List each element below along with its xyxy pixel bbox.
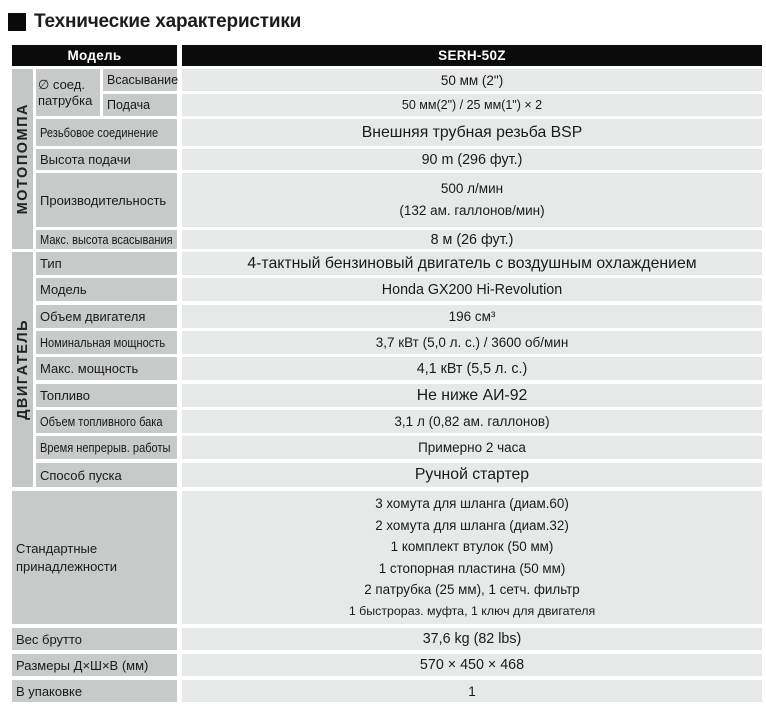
runtime-value-text: Примерно 2 часа [418,440,526,455]
gross-weight-value-text: 37,6 kg (82 lbs) [422,631,522,647]
rated-power-value-cell [182,331,762,354]
rated-power-label-cell [36,331,177,354]
port-diameter-rows [36,69,762,116]
gross-weight-row [12,628,762,650]
thread-value-cell [182,119,762,146]
displacement-value-text: 196 см³ [448,309,496,324]
displacement-value-cell [182,305,762,328]
capacity-value-line2: (132 ам. галлонов/мин) [399,203,545,218]
head-label-text: Высота подачи [40,152,131,167]
max-power-label-cell [36,357,177,380]
accessory-item: 1 комплект втулок (50 мм) [390,539,554,554]
package-qty-value-cell [182,680,762,702]
capacity-label-cell [36,173,177,227]
displacement-label-cell [36,305,177,328]
fuel-tank-value-text: 3,1 л (0,82 ам. галлонов) [394,414,550,429]
max-suction-value-text: 8 м (26 фут.) [430,231,514,248]
fuel-row [36,384,762,407]
gross-weight-label-cell [12,628,177,650]
port-subrows [103,69,762,116]
runtime-row [36,436,762,459]
fuel-label-text: Топливо [40,388,91,403]
capacity-value-cell [182,173,762,227]
accessories-label-cell [12,491,177,624]
runtime-label-cell [36,436,177,459]
capacity-value-line1: 500 л/мин [440,180,504,196]
accessory-item: 1 быстрораз. муфта, 1 ключ для двигателя [348,603,596,618]
model-name-cell: SERH-50Z [182,45,762,66]
max-suction-row [36,230,762,249]
table-header-row [12,45,762,66]
suction-label-text: Всасывание [107,73,179,87]
suction-value-text: 50 мм (2") [440,72,504,88]
starter-label-cell [36,463,177,487]
starter-value-cell [182,463,762,487]
max-power-value-text: 4,1 кВт (5,5 л. с.) [416,360,528,377]
fuel-tank-label-cell [36,410,177,433]
package-qty-row [12,680,762,702]
accessories-label-text: Стандартные принадлежности [16,540,118,574]
fuel-tank-value-cell [182,410,762,433]
discharge-row [103,94,762,116]
engine-model-label-text: Модель [40,282,87,297]
max-suction-value-cell [182,230,762,249]
runtime-value-cell [182,436,762,459]
fuel-value-text: Не ниже АИ-92 [416,386,528,404]
pump-section-strip [12,69,33,249]
section-engine [12,252,762,487]
head-value-text: 90 m (296 фут.) [421,151,523,168]
engine-model-value-cell [182,278,762,301]
max-power-label-text: Макс. мощность [40,361,139,376]
engine-model-row [36,278,762,301]
accessory-item: 1 стопорная пластина (50 мм) [378,560,566,576]
accessory-item: 3 хомута для шланга (диам.60) [375,496,569,511]
section-general [12,491,762,702]
runtime-label-text: Время непрерыв. работы [40,440,171,455]
starter-value-text: Ручной стартер [414,466,530,483]
pump-rows [36,69,762,249]
spec-table [12,45,762,702]
fuel-value-cell [182,384,762,407]
thread-label-text: Резьбовое соединение [40,125,159,140]
engine-type-label-text: Тип [40,256,62,271]
engine-section-label: ДВИГАТЕЛЬ [14,319,31,420]
dimensions-label-cell [12,654,177,676]
displacement-row [36,305,762,328]
rated-power-value-text: 3,7 кВт (5,0 л. с.) / 3600 об/мин [375,335,569,350]
discharge-value-cell [182,94,762,116]
package-qty-label-text: В упаковке [16,683,83,699]
page-title-row [8,8,766,36]
fuel-tank-row [36,410,762,433]
engine-type-value-cell [182,252,762,275]
engine-type-label-cell [36,252,177,275]
dimensions-value-cell [182,654,762,676]
rated-power-label-text: Номинальная мощность [40,335,166,350]
engine-rows [36,252,762,487]
discharge-label-cell [103,94,177,116]
accessories-row [12,491,762,624]
thread-row [36,119,762,146]
port-group-label-cell [36,69,100,116]
accessories-value-cell [182,491,762,624]
fuel-label-cell [36,384,177,407]
max-suction-label-cell [36,230,177,249]
max-power-value-cell [182,357,762,380]
engine-type-row [36,252,762,275]
dimensions-label-text: Размеры Д×Ш×В (мм) [16,657,149,673]
head-row [36,149,762,170]
thread-label-cell [36,119,177,146]
head-label-cell [36,149,177,170]
thread-value-text: Внешняя трубная резьба BSP [361,123,583,141]
dimensions-row [12,654,762,676]
capacity-row [36,173,762,227]
accessory-item: 2 хомута для шланга (диам.32) [375,517,569,533]
engine-section-strip [12,252,33,487]
engine-type-value-text: 4-тактный бензиновый двигатель с воздушным охлаждением [247,254,697,272]
package-qty-value-text: 1 [468,683,476,699]
head-value-cell [182,149,762,170]
starter-label-text: Способ пуска [40,467,122,483]
page [0,8,766,702]
section-pump [12,69,762,249]
rated-power-row [36,331,762,354]
discharge-label-text: Подача [107,98,151,112]
port-group-label-text: ∅ соед. патрубка [38,76,93,108]
gross-weight-label-text: Вес брутто [16,631,83,647]
max-power-row [36,357,762,380]
package-qty-label-cell [12,680,177,702]
discharge-value-text: 50 мм(2") / 25 мм(1") × 2 [401,98,543,112]
suction-label-cell [103,69,177,91]
starter-row [36,463,762,487]
pump-section-label: МОТОПОМПА [14,103,31,215]
dimensions-value-text: 570 × 450 × 468 [419,657,525,673]
capacity-label-text: Производительность [40,192,167,208]
engine-model-value-text: Honda GX200 Hi-Revolution [381,281,563,298]
suction-row [103,69,762,91]
model-header-cell: Модель [12,45,177,66]
page-title: Технические характеристики [34,11,302,32]
fuel-tank-label-text: Объем топливного бака [40,414,163,429]
engine-model-label-cell [36,278,177,301]
accessory-item: 2 патрубка (25 мм), 1 сетч. фильтр [364,582,580,597]
suction-value-cell [182,69,762,91]
title-square-bullet-icon [8,13,26,31]
gross-weight-value-cell [182,628,762,650]
displacement-label-text: Объем двигателя [40,309,146,324]
max-suction-label-text: Макс. высота всасывания [40,232,173,247]
